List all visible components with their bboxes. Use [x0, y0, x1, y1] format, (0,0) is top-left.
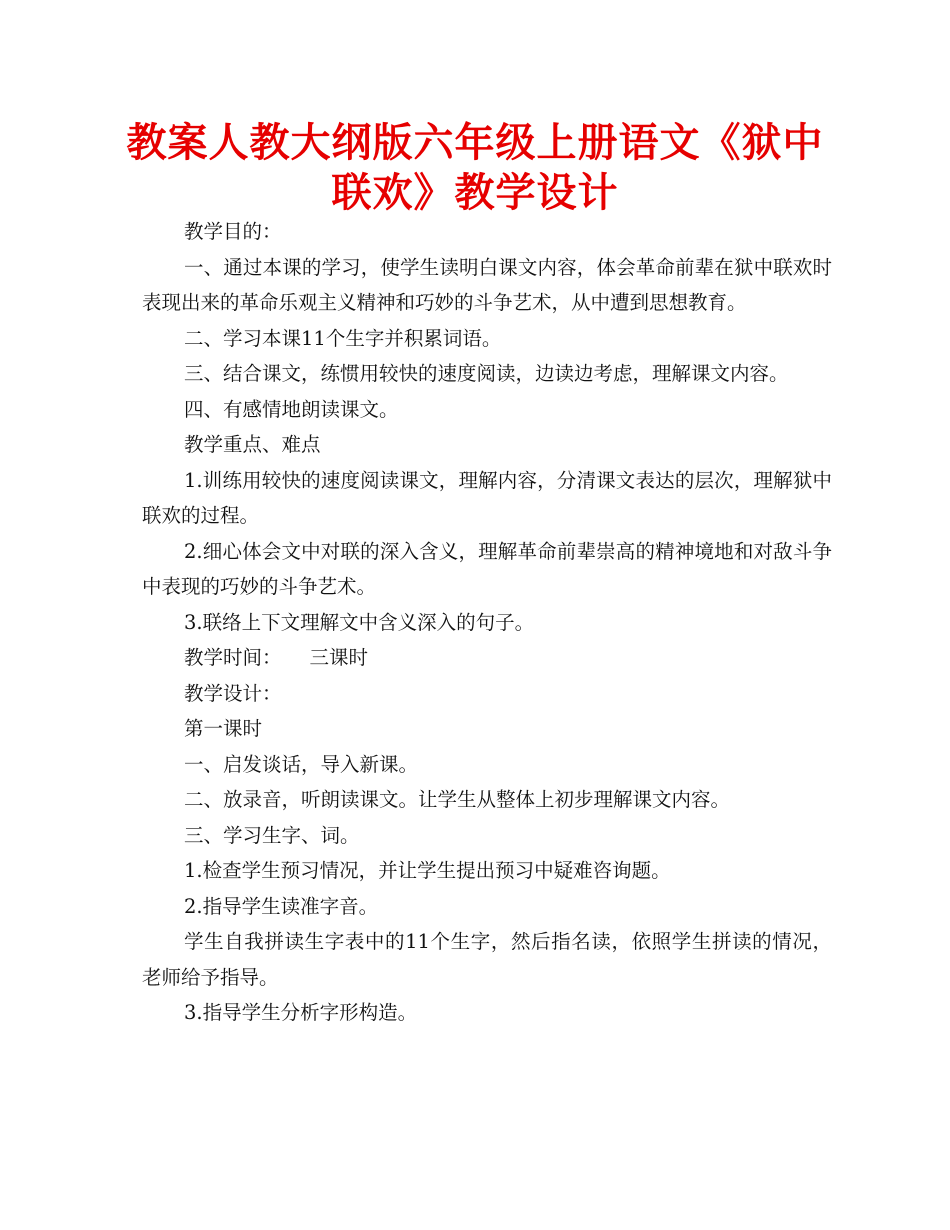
- paragraph-key-point-2: 2.细心体会文中对联的深入含义，理解革命前辈崇高的精神境地和对敌斗争中表现的巧妙的斗争艺术。: [142, 539, 832, 598]
- paragraph-objective-4: 四、有感情地朗读课文。: [184, 397, 399, 421]
- paragraph-step-3: 三、学习生字、词。: [184, 823, 360, 847]
- paragraph-substep-1: 1.检查学生预习情况，并让学生提出预习中疑难咨询题。: [184, 859, 671, 882]
- paragraph-key-point-1: 1.训练用较快的速度阅读课文，理解内容，分清课文表达的层次，理解狱中联欢的过程。: [142, 468, 832, 527]
- paragraph-first-lesson: 第一课时: [184, 717, 263, 740]
- paragraph-teaching-time: [142, 640, 832, 676]
- document-title: 教案人教大纲版六年级上册语文《狱中联欢》教学设计: [126, 120, 824, 216]
- paragraph-teaching-design-heading: 教学设计：: [184, 681, 282, 705]
- paragraph-objective-1: 一、通过本课的学习，使学生读明白课文内容，体会革命前辈在狱中联欢时表现出来的革命乐观主义精神和巧妙的斗争艺术，从中遭到思想教育。: [142, 255, 832, 314]
- paragraph-substep-3: 3.指导学生分析字形构造。: [184, 1001, 418, 1024]
- teaching-time-label: 教学时间：: [184, 646, 282, 669]
- paragraph-key-points-heading: 教学重点、难点: [184, 433, 321, 456]
- paragraph-substep-2: 2.指导学生读准字音。: [184, 894, 379, 918]
- paragraph-step-1: 一、启发谈话，导入新课。: [184, 752, 419, 776]
- paragraph-key-point-3: 3.联络上下文理解文中含义深入的句子。: [184, 610, 535, 634]
- document-body: [142, 214, 832, 1031]
- paragraph-objective-3: 三、结合课文，练惯用较快的速度阅读，边读边考虑，理解课文内容。: [184, 362, 789, 385]
- paragraph-step-2: 二、放录音，听朗读课文。让学生从整体上初步理解课文内容。: [184, 788, 731, 811]
- paragraph-objective-2: 二、学习本课11个生字并积累词语。: [184, 326, 502, 350]
- paragraph-substep-2-detail: 学生自我拼读生字表中的11个生字，然后指名读，依照学生拼读的情况，老师给予指导。: [142, 930, 832, 989]
- paragraph-teaching-objectives-heading: 教学目的：: [184, 220, 282, 243]
- teaching-time-value: 三课时: [309, 646, 369, 669]
